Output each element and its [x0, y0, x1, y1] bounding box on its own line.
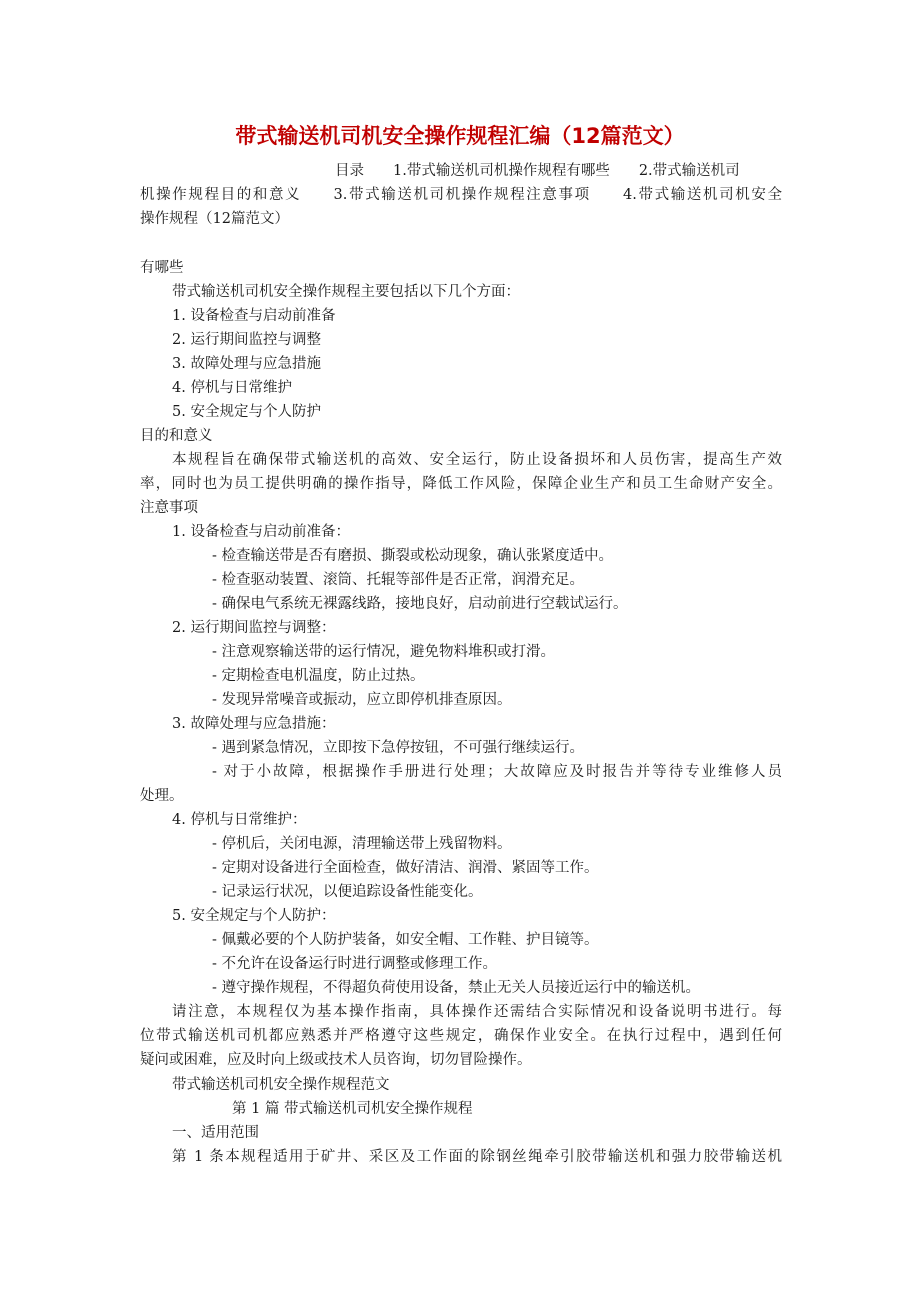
article-subheading: 一、适用范围: [172, 1125, 259, 1141]
notes-footer-line-2: 位带式输送机司机都应熟悉并严格遵守这些规定，确保作业安全。在执行过程中，遇到任何: [140, 1028, 782, 1044]
toc-line-1: 目录 1.带式输送机司机操作规程有哪些 2.带式输送机司: [335, 163, 740, 179]
notes-bullet: - 对于小故障，根据操作手册进行处理；大故障应及时报告并等待专业维修人员: [212, 764, 782, 780]
notes-bullet: - 定期检查电机温度，防止过热。: [212, 668, 425, 684]
notes-bullet: - 遇到紧急情况，立即按下急停按钮，不可强行继续运行。: [212, 740, 585, 756]
document-title: 带式输送机司机安全操作规程汇编（12篇范文）: [235, 124, 685, 148]
article-clause-line: 第 1 条本规程适用于矿井、采区及工作面的除钢丝绳牵引胶带输送机和强力胶带输送机: [172, 1149, 782, 1165]
notes-group-label: 4. 停机与日常维护：: [172, 812, 307, 828]
list-item: 1. 设备检查与启动前准备: [172, 308, 336, 324]
notes-bullet: - 佩戴必要的个人防护装备，如安全帽、工作鞋、护目镜等。: [212, 932, 599, 948]
notes-bullet: - 记录运行状况，以便追踪设备性能变化。: [212, 884, 483, 900]
notes-group-label: 5. 安全规定与个人防护：: [172, 908, 336, 924]
purpose-paragraph-line-1: 本规程旨在确保带式输送机的高效、安全运行，防止设备损坏和人员伤害，提高生产效: [172, 452, 782, 468]
notes-bullet: - 检查输送带是否有磨损、撕裂或松动现象，确认张紧度适中。: [212, 548, 614, 564]
notes-group-label: 3. 故障处理与应急措施：: [172, 716, 336, 732]
notes-bullet: - 检查驱动装置、滚筒、托辊等部件是否正常，润滑充足。: [212, 572, 585, 588]
purpose-paragraph-line-2: 率，同时也为员工提供明确的操作指导，降低工作风险，保障企业生产和员工生命财产安全。: [140, 476, 782, 492]
notes-bullet: - 定期对设备进行全面检查，做好清洁、润滑、紧固等工作。: [212, 860, 599, 876]
notes-bullet: - 确保电气系统无裸露线路，接地良好，启动前进行空载试运行。: [212, 596, 628, 612]
section-heading-notes: 注意事项: [140, 500, 198, 516]
toc-line-3: 操作规程（12篇范文）: [140, 211, 289, 227]
notes-bullet: - 不允许在设备运行时进行调整或修理工作。: [212, 956, 498, 972]
notes-bullet-continuation: 处理。: [140, 788, 184, 804]
section-heading-purpose: 目的和意义: [140, 428, 213, 444]
list-item: 5. 安全规定与个人防护: [172, 404, 321, 420]
notes-bullet: - 注意观察输送带的运行情况，避免物料堆积或打滑。: [212, 644, 556, 660]
notes-bullet: - 停机后，关闭电源，清理输送带上残留物料。: [212, 836, 512, 852]
toc-line-2: 机操作规程目的和意义 3.带式输送机司机操作规程注意事项 4.带式输送机司机安全: [140, 187, 782, 203]
notes-footer-line-3: 疑问或困难，应及时向上级或技术人员咨询，切勿冒险操作。: [140, 1052, 532, 1068]
list-item: 2. 运行期间监控与调整: [172, 332, 321, 348]
list-item: 4. 停机与日常维护: [172, 380, 292, 396]
notes-bullet: - 遵守操作规程，不得超负荷使用设备，禁止无关人员接近运行中的输送机。: [212, 980, 701, 996]
section1-intro: 带式输送机司机安全操作规程主要包括以下几个方面：: [172, 284, 520, 300]
notes-footer-line-1: 请注意，本规程仅为基本操作指南，具体操作还需结合实际情况和设备说明书进行。每: [172, 1004, 782, 1020]
section-heading-samples: 带式输送机司机安全操作规程范文: [172, 1077, 390, 1093]
notes-bullet: - 发现异常噪音或振动，应立即停机排查原因。: [212, 692, 512, 708]
section-heading-what: 有哪些: [140, 260, 184, 276]
list-item: 3. 故障处理与应急措施: [172, 356, 321, 372]
notes-group-label: 1. 设备检查与启动前准备：: [172, 524, 350, 540]
article-title: 第 1 篇 带式输送机司机安全操作规程: [232, 1101, 473, 1117]
notes-group-label: 2. 运行期间监控与调整：: [172, 620, 336, 636]
